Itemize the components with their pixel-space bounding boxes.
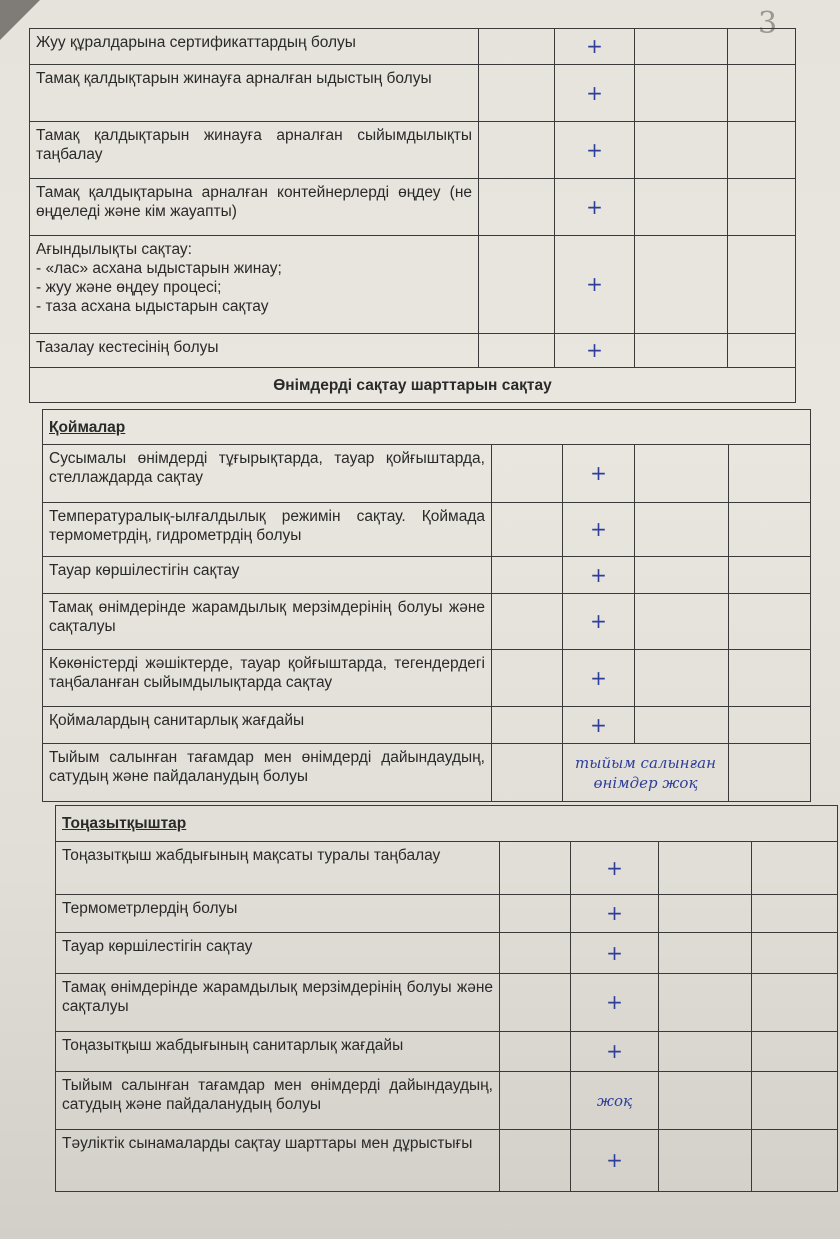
check-mark: + (606, 940, 623, 965)
table-row (30, 65, 796, 122)
handwritten-note: тыйым салынған өнімдер жоқ (575, 753, 716, 792)
check-mark: + (590, 562, 607, 587)
section-title: Өнімдерді сақтау шарттарын сақтау (30, 368, 796, 403)
checklist-table-washing (29, 28, 796, 403)
check-mark: + (586, 272, 603, 296)
row-label: Сусымалы өнімдерді тұғырықтарда, тауар қойғыштарда, стеллаждарда сақтау (43, 445, 492, 503)
subsection-title-storage: Қоймалар (43, 410, 811, 445)
subsection-title-fridges: Тоңазытқыштар (56, 806, 838, 842)
check-mark: + (606, 1148, 623, 1172)
row-label: Тауар көршілестігін сақтау (56, 933, 500, 974)
table-row (56, 933, 838, 974)
subsection-row (56, 806, 838, 842)
table-row (30, 29, 796, 65)
row-label: Тамақ қалдықтарын жинауға арналған ыдыстың болуы (30, 65, 479, 122)
section-header-row (30, 368, 796, 403)
checklist-table-fridges (55, 805, 838, 1192)
table-row (43, 594, 811, 650)
check-mark: + (590, 461, 607, 485)
table-row (56, 1130, 838, 1192)
table-row (56, 1032, 838, 1072)
table-row (30, 236, 796, 334)
check-mark: + (590, 609, 607, 633)
handwritten-note: жоқ (596, 1091, 633, 1110)
check-mark: + (586, 80, 603, 105)
table-row (43, 503, 811, 557)
table-row (43, 557, 811, 594)
check-mark: + (606, 1039, 623, 1063)
table-row (56, 1072, 838, 1130)
page-number: 3 (758, 6, 778, 41)
row-label: Температуралық-ылғалдылық режимін сақтау. Қоймада термометрдің, гидрометрдің болуы (43, 503, 492, 557)
check-mark: + (586, 338, 603, 362)
table-row (43, 707, 811, 744)
checklist-table-storage (42, 409, 811, 802)
table-row (30, 334, 796, 368)
table-row (56, 895, 838, 933)
table-row (43, 744, 811, 802)
row-label: Тоңазытқыш жабдығының мақсаты туралы таңбалау (56, 842, 500, 895)
row-label: Тоңазытқыш жабдығының санитарлық жағдайы (56, 1032, 500, 1072)
row-label: Тыйым салынған тағамдар мен өнімдерді дайындаудың, сатудың және пайдаланудың болуы (43, 744, 492, 802)
table-row (43, 445, 811, 503)
table-row (56, 842, 838, 895)
check-mark: + (606, 901, 623, 925)
check-mark: + (590, 712, 607, 737)
check-mark: + (586, 34, 603, 58)
subsection-row (43, 410, 811, 445)
row-label: Ағындылықты сақтау: - «лас» асхана ыдыстарын жинау; - жуу және өңдеу процесі; - таза асхана ыдыстарын сақтау (30, 236, 479, 334)
table-row (30, 179, 796, 236)
row-label: Тамақ қалдықтарына арналған контейнерлерді өңдеу (не өңделеді және кім жауапты) (30, 179, 479, 236)
row-label: Тамақ өнімдерінде жарамдылық мерзімдерінің болуы және сақталуы (56, 974, 500, 1032)
row-label: Тәуліктік сынамаларды сақтау шарттары мен дұрыстығы (56, 1130, 500, 1192)
table-row (30, 122, 796, 179)
row-label: Тамақ қалдықтарын жинауға арналған сыйымдылықты таңбалау (30, 122, 479, 179)
table-row (43, 650, 811, 707)
row-label: Жуу құралдарына сертификаттардың болуы (30, 29, 479, 65)
check-mark: + (590, 665, 607, 690)
row-label: Тыйым салынған тағамдар мен өнімдерді дайындаудың, сатудың және пайдаланудың болуы (56, 1072, 500, 1130)
row-label: Тауар көршілестігін сақтау (43, 557, 492, 594)
check-mark: + (606, 990, 623, 1014)
check-mark: + (586, 194, 603, 219)
row-label: Тазалау кестесінің болуы (30, 334, 479, 368)
check-mark: + (590, 517, 607, 541)
row-label: Көкөністерді жәшіктерде, тауар қойғыштарда, тегендердегі таңбаланған сыйымдылықтарда сақтау (43, 650, 492, 707)
table-row (56, 974, 838, 1032)
row-label: Термометрлердің болуы (56, 895, 500, 933)
check-mark: + (586, 137, 603, 162)
row-label: Тамақ өнімдерінде жарамдылық мерзімдерінің болуы және сақталуы (43, 594, 492, 650)
check-mark: + (606, 855, 623, 880)
row-label: Қоймалардың санитарлық жағдайы (43, 707, 492, 744)
